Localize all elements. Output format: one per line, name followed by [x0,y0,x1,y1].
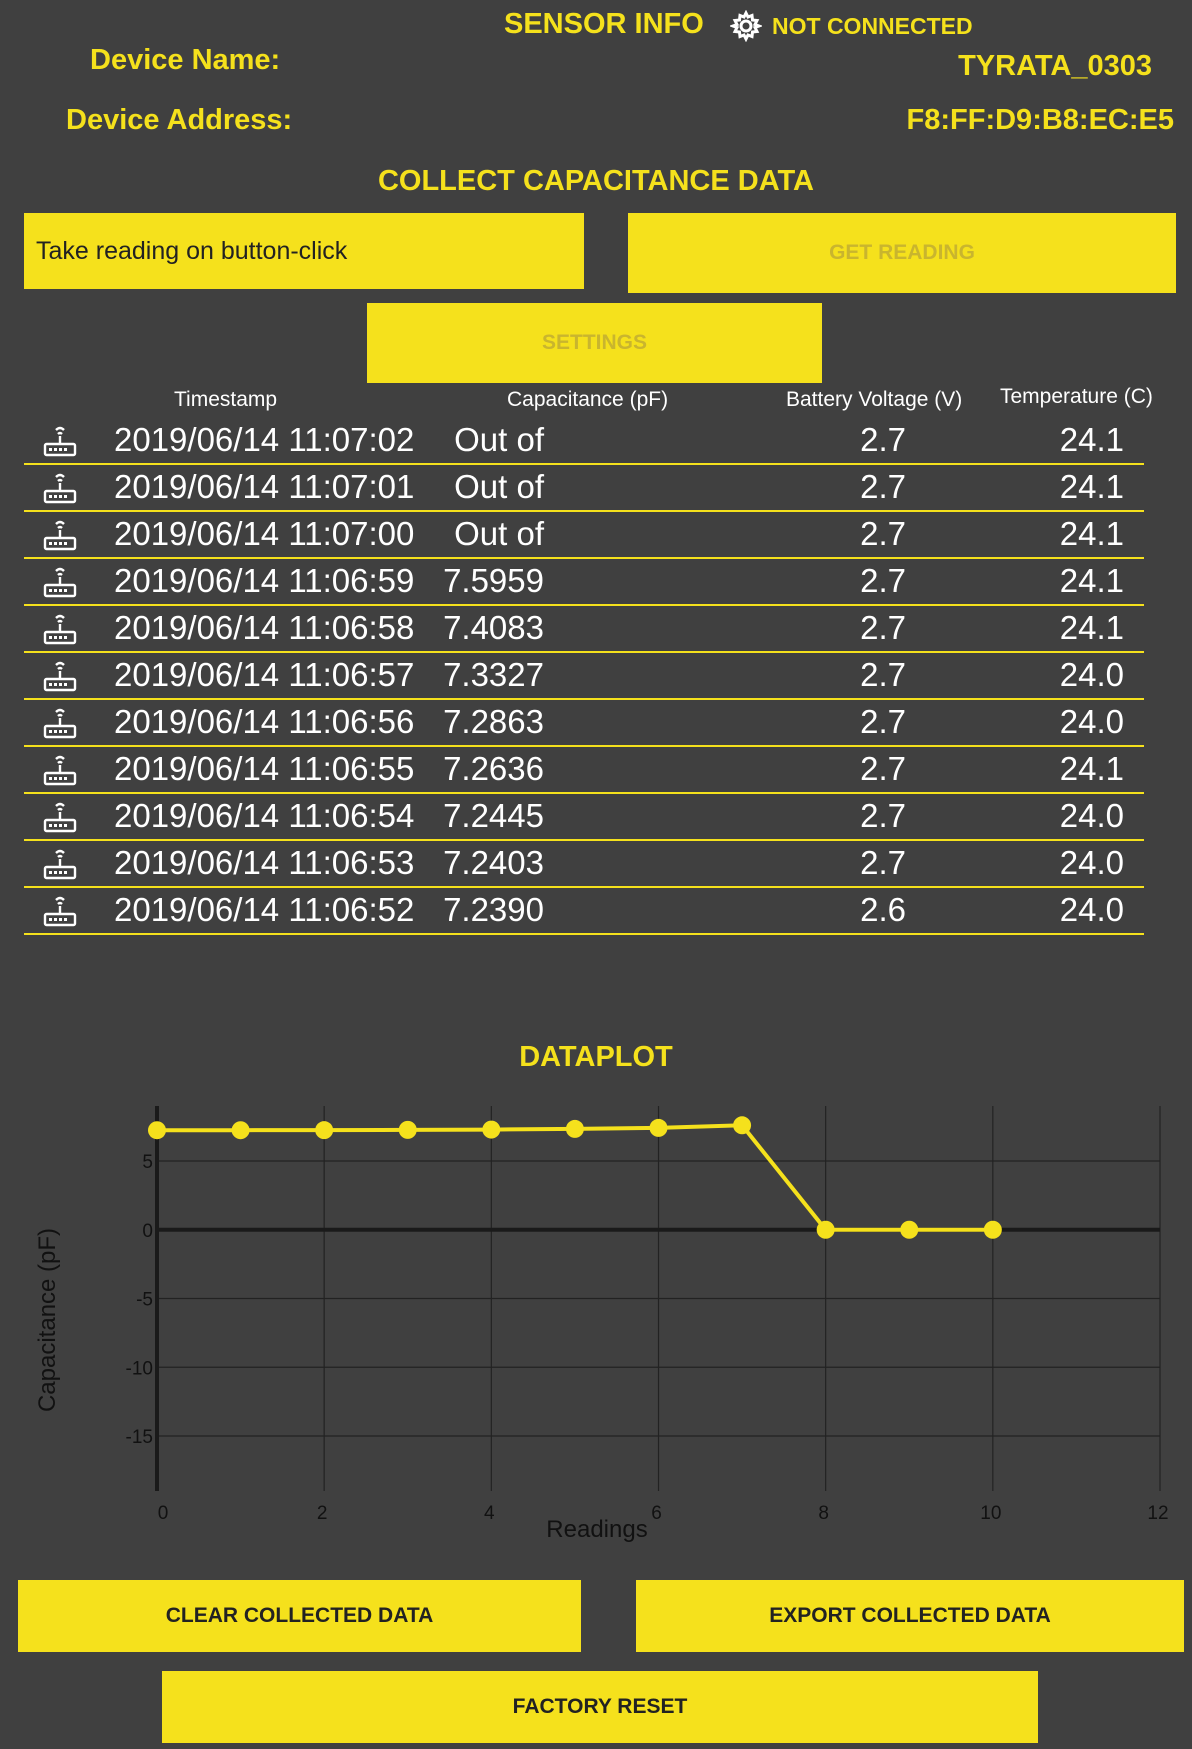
collect-section-title: COLLECT CAPACITANCE DATA [377,165,815,197]
gear-icon[interactable] [730,10,762,42]
data-point [232,1121,250,1139]
row-timestamp: 2019/06/14 11:06:53 [114,844,415,881]
row-timestamp: 2019/06/14 11:06:56 [114,703,415,740]
device-name-label: Device Name: [90,44,281,76]
row-timestamp: 2019/06/14 11:07:00 [114,515,415,552]
y-tick-label: -5 [136,1289,153,1311]
reading-mode-select[interactable] [24,213,584,289]
data-point [566,1120,584,1138]
row-timestamp: 2019/06/14 11:06:58 [114,609,415,646]
data-point [148,1121,166,1139]
column-header-temperature: Temperature (C) [1000,385,1153,408]
data-point [900,1221,918,1239]
row-timestamp: 2019/06/14 11:07:01 [114,468,415,505]
row-temperature: 24.0 [1059,656,1124,693]
x-tick-label: 2 [316,1503,328,1524]
router-wifi-icon [42,424,78,458]
connection-status-area[interactable] [730,10,973,42]
chart-title: DATAPLOT [519,1041,673,1073]
router-wifi-icon [42,847,78,881]
router-wifi-icon [42,565,78,599]
y-axis-label: Capacitance (pF) [34,1227,61,1413]
row-timestamp: 2019/06/14 11:06:55 [114,750,415,787]
page-title: SENSOR INFO [504,8,704,40]
data-point [315,1121,333,1139]
router-wifi-icon [42,518,78,552]
y-tick-label: -10 [125,1358,153,1380]
row-battery: 2.7 [860,656,906,693]
settings-button[interactable]: SETTINGS [367,303,822,383]
column-header-battery: Battery Voltage (V) [786,388,963,411]
router-wifi-icon [42,659,78,693]
row-battery: 2.7 [860,750,906,787]
row-battery: 2.7 [860,797,906,834]
x-axis-label: Readings [546,1516,648,1543]
row-battery: 2.6 [860,891,906,928]
row-battery: 2.7 [860,468,906,505]
data-point [482,1121,500,1139]
reading-mode-value: Take reading on button-click [36,236,348,265]
row-timestamp: 2019/06/14 11:06:54 [114,797,415,834]
row-timestamp: 2019/06/14 11:06:59 [114,562,415,599]
table-row[interactable] [24,465,1144,512]
clear-data-button[interactable]: CLEAR COLLECTED DATA [18,1580,581,1652]
table-row[interactable] [24,559,1144,606]
x-tick-label: 0 [157,1503,169,1524]
row-temperature: 24.0 [1059,797,1124,834]
device-name-value: TYRATA_0303 [958,50,1152,82]
row-battery: 2.7 [860,421,906,458]
column-header-timestamp: Timestamp [174,388,278,411]
row-temperature: 24.0 [1059,703,1124,740]
capacitance-chart [0,1090,1192,1550]
row-battery: 2.7 [860,844,906,881]
row-capacitance: 7.2445 [443,797,544,834]
export-data-button[interactable]: EXPORT COLLECTED DATA [636,1580,1184,1652]
row-capacitance: Out of [454,468,544,505]
series-line [157,1125,993,1229]
data-point [984,1221,1002,1239]
router-wifi-icon [42,753,78,787]
data-point [650,1119,668,1137]
table-row[interactable] [24,512,1144,559]
factory-reset-button[interactable]: FACTORY RESET [162,1671,1038,1743]
column-header-capacitance: Capacitance (pF) [507,388,669,411]
row-temperature: 24.0 [1059,891,1124,928]
connection-status: NOT CONNECTED [772,12,973,39]
row-capacitance: 7.2863 [443,703,544,740]
device-address-label: Device Address: [66,104,293,136]
router-wifi-icon [42,894,78,928]
y-tick-label: 0 [142,1220,153,1242]
row-temperature: 24.1 [1059,421,1124,458]
table-row[interactable] [24,888,1144,935]
row-timestamp: 2019/06/14 11:06:52 [114,891,415,928]
row-capacitance: 7.2636 [443,750,544,787]
row-capacitance: 7.5959 [443,562,544,599]
x-tick-label: 6 [651,1503,662,1524]
y-tick-label: 5 [142,1152,153,1173]
row-timestamp: 2019/06/14 11:07:02 [114,421,415,458]
router-wifi-icon [42,706,78,740]
row-battery: 2.7 [860,609,906,646]
row-capacitance: 7.3327 [443,656,544,693]
table-row[interactable] [24,653,1144,700]
row-temperature: 24.1 [1059,750,1124,787]
row-battery: 2.7 [860,515,906,552]
get-reading-button[interactable]: GET READING [628,213,1176,293]
row-temperature: 24.1 [1059,468,1124,505]
row-capacitance: Out of [454,421,544,458]
row-capacitance: 7.2403 [443,844,544,881]
router-wifi-icon [42,800,78,834]
table-row[interactable] [24,606,1144,653]
row-capacitance: 7.4083 [443,609,544,646]
row-battery: 2.7 [860,562,906,599]
router-wifi-icon [42,471,78,505]
row-capacitance: 7.2390 [443,891,544,928]
router-wifi-icon [42,612,78,646]
x-tick-label: 12 [1147,1503,1169,1524]
x-tick-label: 10 [980,1503,1002,1524]
x-tick-label: 8 [818,1503,829,1524]
data-point [817,1221,835,1239]
row-temperature: 24.1 [1059,562,1124,599]
data-point [399,1121,417,1139]
table-row[interactable] [24,841,1144,888]
row-timestamp: 2019/06/14 11:06:57 [114,656,415,693]
row-capacitance: Out of [454,515,544,552]
data-point [733,1116,751,1134]
row-temperature: 24.1 [1059,515,1124,552]
table-row[interactable] [24,700,1144,747]
row-temperature: 24.0 [1059,844,1124,881]
row-temperature: 24.1 [1059,609,1124,646]
table-row[interactable] [24,794,1144,841]
row-battery: 2.7 [860,703,906,740]
device-address-value: F8:FF:D9:B8:EC:E5 [906,104,1174,136]
x-tick-label: 4 [484,1503,495,1524]
y-tick-label: -15 [125,1427,153,1448]
table-row[interactable] [24,418,1144,465]
table-row[interactable] [24,747,1144,794]
